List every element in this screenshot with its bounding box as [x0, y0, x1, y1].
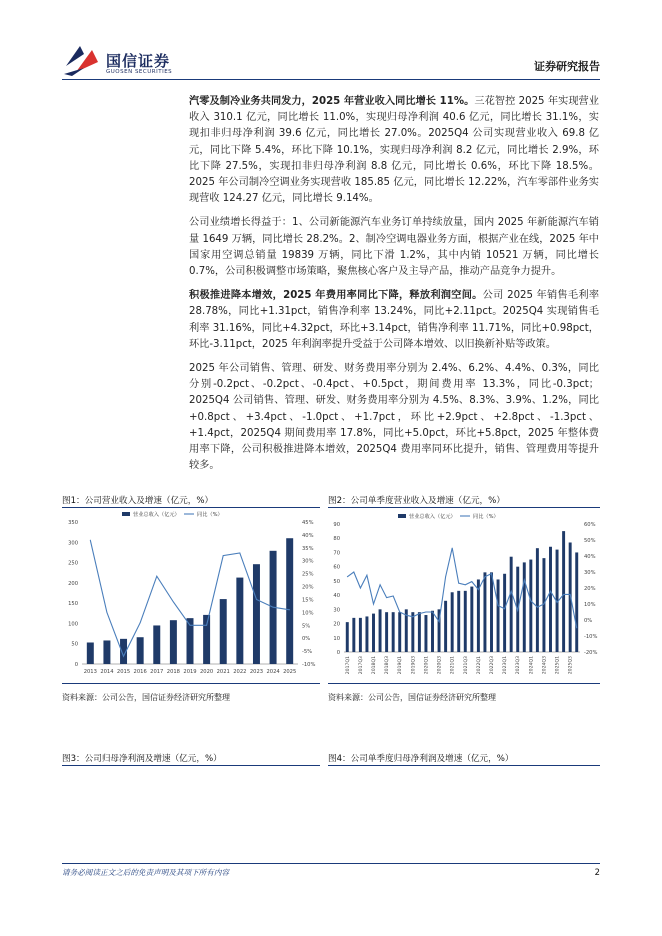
bar-revenue — [503, 574, 506, 652]
bar-revenue — [562, 531, 565, 652]
y-right-tick-label: -10% — [584, 634, 598, 640]
y-right-tick-label: 45% — [302, 520, 314, 526]
line-yoy-growth — [347, 548, 576, 628]
bar-revenue — [236, 578, 243, 664]
bar-revenue — [346, 622, 349, 652]
x-tick-label: 2018 — [166, 669, 180, 675]
paragraph-expense-ratio — [189, 361, 599, 474]
y-right-tick-label: -20% — [584, 650, 598, 656]
bar-revenue — [549, 547, 552, 652]
point-yoy-growth — [485, 576, 486, 577]
x-tick-label: 2017Q3 — [358, 656, 364, 675]
bar-revenue — [365, 616, 368, 652]
point-yoy-growth — [452, 548, 453, 549]
bar-revenue — [220, 599, 227, 664]
x-tick-label: 2020Q3 — [437, 656, 443, 675]
x-tick-label: 2021 — [216, 669, 230, 675]
bar-revenue — [451, 592, 454, 652]
y-left-tick-label: 10 — [333, 635, 340, 642]
point-yoy-growth — [123, 656, 124, 657]
point-yoy-growth — [256, 599, 257, 600]
point-yoy-growth — [471, 581, 472, 582]
y-left-tick-label: 350 — [68, 520, 78, 526]
y-right-tick-label: 60% — [584, 522, 596, 528]
point-yoy-growth — [432, 612, 433, 613]
y-right-tick-label: -10% — [302, 662, 316, 668]
point-yoy-growth — [524, 580, 525, 581]
point-yoy-growth — [239, 553, 240, 554]
y-left-tick-label: 20 — [333, 621, 340, 628]
point-yoy-growth — [419, 613, 420, 614]
report-body — [189, 94, 599, 482]
bar-revenue — [392, 612, 395, 652]
paragraph-heading: 积极推进降本增效，2025 年费用率同比下降，释放利润空间。 — [189, 290, 483, 302]
bar-revenue — [536, 548, 539, 652]
y-right-tick-label: 40% — [584, 554, 596, 560]
point-yoy-growth — [517, 610, 518, 611]
figure-2-source: 资料来源：公司公告，国信证券经济研究所整理 — [328, 693, 496, 702]
point-yoy-growth — [426, 612, 427, 613]
figure-4-rule — [328, 765, 600, 766]
y-right-tick-label: 15% — [302, 597, 314, 604]
point-yoy-growth — [393, 596, 394, 597]
y-right-tick-label: 40% — [302, 532, 314, 539]
point-yoy-growth — [465, 584, 466, 585]
y-right-tick-label: 5% — [302, 623, 311, 630]
bar-revenue — [497, 579, 500, 652]
y-left-tick-label: 300 — [68, 540, 78, 547]
x-tick-label: 2016 — [133, 669, 147, 675]
x-tick-label: 2020Q1 — [424, 656, 430, 675]
point-yoy-growth — [557, 602, 558, 603]
x-tick-label: 2015 — [116, 669, 131, 675]
y-right-tick-label: 10% — [584, 602, 596, 608]
bar-revenue — [490, 572, 493, 652]
figure-1-rule — [62, 507, 320, 508]
footer-divider — [62, 863, 600, 864]
point-yoy-growth — [347, 576, 348, 577]
paragraph-revenue — [189, 94, 599, 207]
x-tick-label: 2024Q3 — [542, 656, 548, 675]
x-tick-label: 2014 — [100, 669, 114, 675]
y-left-tick-label: 200 — [68, 580, 78, 587]
x-tick-label: 2021Q1 — [450, 656, 456, 675]
legend-line-label: 同比（%） — [197, 512, 223, 518]
bar-revenue — [464, 591, 467, 652]
point-yoy-growth — [206, 625, 207, 626]
x-tick-label: 2019 — [183, 669, 197, 675]
bar-revenue — [523, 562, 526, 652]
figure-1-rule-bottom — [62, 683, 320, 684]
x-tick-label: 2017Q1 — [345, 656, 351, 675]
point-yoy-growth — [439, 621, 440, 622]
x-tick-label: 2024Q1 — [529, 656, 535, 675]
bar-revenue — [253, 564, 260, 664]
x-tick-label: 2019Q1 — [398, 656, 404, 675]
x-tick-label: 2018Q3 — [385, 656, 391, 675]
logo-chinese-name: 国信证券 — [106, 52, 171, 70]
y-left-tick-label: 90 — [333, 522, 340, 528]
point-yoy-growth — [386, 597, 387, 598]
figure-3-rule — [62, 765, 320, 766]
point-yoy-growth — [504, 608, 505, 609]
paragraph-margin — [189, 288, 599, 353]
y-right-tick-label: 30% — [302, 558, 314, 565]
x-tick-label: 2023Q3 — [516, 656, 522, 675]
bar-revenue — [170, 620, 177, 664]
point-yoy-growth — [107, 612, 108, 613]
x-tick-label: 2017 — [150, 669, 164, 675]
x-tick-label: 2025Q1 — [555, 656, 561, 675]
point-yoy-growth — [406, 615, 407, 616]
y-right-tick-label: 30% — [584, 570, 596, 576]
guosen-logo-icon — [62, 42, 102, 78]
x-tick-label: 2025 — [283, 669, 297, 675]
point-yoy-growth — [289, 609, 290, 610]
point-yoy-growth — [156, 576, 157, 577]
figure-2-chart — [328, 510, 600, 680]
point-yoy-growth — [498, 605, 499, 606]
paragraph-heading: 汽零及制冷业务共同发力，2025 年营业收入同比增长 11%。 — [189, 96, 475, 107]
y-right-tick-label: 50% — [584, 538, 596, 544]
y-left-tick-label: 50 — [333, 578, 340, 585]
point-yoy-growth — [511, 591, 512, 592]
point-yoy-growth — [550, 591, 551, 592]
point-yoy-growth — [412, 616, 413, 617]
figure-4-caption: 图4：公司单季度归母净利润及增速（亿元，%） — [328, 754, 514, 764]
point-yoy-growth — [563, 594, 564, 595]
figure-1-chart — [62, 510, 320, 680]
y-right-tick-label: 10% — [302, 610, 314, 617]
figure-2-rule-bottom — [328, 683, 600, 684]
bar-revenue — [457, 591, 460, 652]
bar-revenue — [424, 615, 427, 652]
y-right-tick-label: 20% — [584, 586, 596, 592]
bar-revenue — [203, 615, 210, 664]
y-left-tick-label: 40 — [333, 593, 340, 600]
point-yoy-growth — [458, 583, 459, 584]
y-right-tick-label: -5% — [302, 649, 313, 656]
point-yoy-growth — [273, 607, 274, 608]
y-left-tick-label: 50 — [71, 641, 78, 648]
footer-disclaimer: 请务必阅读正文之后的免责声明及其项下所有内容 — [62, 868, 230, 877]
report-type-label: 证券研究报告 — [534, 60, 600, 73]
bar-revenue — [431, 611, 434, 652]
x-tick-label: 2021Q3 — [463, 656, 469, 675]
bar-revenue — [444, 601, 447, 652]
point-yoy-growth — [90, 540, 91, 541]
bar-revenue — [398, 612, 401, 652]
point-yoy-growth — [576, 628, 577, 629]
paragraph-growth-drivers — [189, 215, 599, 280]
header-divider — [62, 79, 600, 80]
x-tick-label: 2013 — [83, 669, 97, 675]
y-left-tick-label: 100 — [68, 621, 78, 628]
x-tick-label: 2022 — [233, 669, 247, 675]
figure-2-caption: 图2：公司单季度营业收入及增速（亿元，%） — [328, 496, 505, 506]
figure-1-source: 资料来源：公司公告，国信证券经济研究所整理 — [62, 693, 230, 702]
x-tick-label: 2019Q3 — [411, 656, 417, 675]
legend-bar-label: 营业总收入（亿元） — [133, 512, 180, 518]
point-yoy-growth — [380, 584, 381, 585]
point-yoy-growth — [190, 625, 191, 626]
point-yoy-growth — [399, 612, 400, 613]
figure-1-caption: 图1：公司营业收入及增速（亿元，%） — [62, 496, 214, 506]
y-right-tick-label: 0% — [302, 636, 311, 643]
bar-revenue — [137, 637, 144, 664]
y-right-tick-label: 25% — [302, 571, 314, 578]
x-tick-label: 2023Q1 — [503, 656, 509, 675]
y-left-tick-label: 0 — [336, 650, 340, 656]
page-number: 2 — [594, 867, 600, 877]
bar-revenue — [470, 587, 473, 652]
point-yoy-growth — [373, 604, 374, 605]
y-left-tick-label: 250 — [68, 560, 78, 567]
bar-revenue — [359, 618, 362, 652]
paragraph-text: 公司 2025 年销售毛利率 28.78%，同比+1.31pct，销售净利率 13.24%，同比+2.11pct。2025Q4 实现销售毛利率 31.16%，同比+4.32pct，环比+3.14pct，销售净利率 11.71%，同比+0.98pct，环比-3.11pct，2025 年利润率提升受益于公司降本增效、以旧换新补贴等政策。 — [189, 290, 600, 350]
point-yoy-growth — [491, 573, 492, 574]
bar-revenue — [372, 614, 375, 652]
figure-3-caption: 图3：公司归母净利润及增速（亿元，%） — [62, 754, 222, 764]
point-yoy-growth — [367, 575, 368, 576]
y-left-tick-label: 0 — [74, 662, 78, 668]
bar-revenue — [286, 538, 293, 664]
paragraph-text: 公司业绩增长得益于：1、公司新能源汽车业务订单持续放量，国内 2025 年新能源汽车销量 1649 万辆，同比增长 28.2%。2、制冷空调电器业务方面，根据产业在线，2025 年中国家用空调总销量 19839 万辆，同比下滑 1.2%，其中内销 10521 万辆，同比增长 0.7%，公司积极调整市场策略，聚焦核心客户及主导产品，推动产品竞争力提升。 — [189, 217, 599, 278]
x-tick-label: 2025Q3 — [568, 656, 574, 675]
x-tick-label: 2022Q1 — [476, 656, 482, 675]
legend-line-label: 同比（%） — [473, 514, 499, 520]
point-yoy-growth — [544, 604, 545, 605]
bar-revenue — [379, 609, 382, 652]
point-yoy-growth — [173, 602, 174, 603]
point-yoy-growth — [478, 589, 479, 590]
bar-revenue — [385, 612, 388, 652]
bar-revenue — [418, 612, 421, 652]
bar-revenue — [103, 640, 110, 664]
point-yoy-growth — [570, 594, 571, 595]
bar-revenue — [87, 642, 94, 664]
bar-revenue — [352, 618, 355, 652]
x-tick-label: 2018Q1 — [372, 656, 377, 675]
legend-bar-swatch — [398, 514, 406, 518]
bar-revenue — [529, 560, 532, 652]
legend-bar-label: 营业总收入（亿元） — [409, 514, 456, 520]
x-tick-label: 2024 — [266, 669, 280, 675]
paragraph-text: 2025 年公司销售、管理、研发、财务费用率分别为 2.4%、6.2%、4.4%、0.3%，同比分别-0.2pct、-0.2pct、-0.4pct、+0.5pct，期间费用率 13.3%，同比-0.3pct；2025Q4 公司销售、管理、研发、财务费用率分别为 4.5%、8.3%、3.9%、1.2%，同比+0.8pct、+3.4pct、-1.0pct、+1.7pct，环比+2.9pct、+2.8pct、-1.3pct、+1.4pct，2025Q4 期间费用率 17.8%，同比+5.0pct，环比+5.8pct，2025 年整体费用率下降，公司积极推进降本增效，2025Q4 费用率同环比提升，销售、管理费用等提升较多。 — [189, 363, 599, 472]
figure-2-rule — [328, 507, 600, 508]
legend-bar-swatch — [122, 512, 130, 516]
point-yoy-growth — [537, 607, 538, 608]
bar-revenue — [483, 572, 486, 652]
logo-english-name: GUOSEN SECURITIES — [106, 69, 173, 75]
paragraph-text: 三花智控 2025 年实现营业收入 310.1 亿元，同比增长 11.0%，实现归母净利润 40.6 亿元，同比增长 31.1%，实现扣非归母净利润 39.6 亿元，同比增长 27.0%。2025Q4 公司实现营业收入 69.8 亿元，同比下降 5.4%，环比下降 10.1%，实现归母净利润 8.2 亿元，同比增长 2.9%，环比下降 27.5%，实现扣非归母净利润 8.8 亿元，同比增长 0.6%，环比下降 18.5%。2025 年公司制冷空调业务实现营收 185.85 亿元，同比增长 12.22%，汽车零部件业务实现营收 124.27 亿元，同比增长 9.14%。 — [189, 96, 599, 205]
y-right-tick-label: 0% — [584, 618, 593, 624]
x-tick-label: 2020 — [200, 669, 214, 675]
point-yoy-growth — [530, 600, 531, 601]
y-left-tick-label: 60 — [333, 564, 340, 571]
bar-revenue — [411, 612, 414, 652]
point-yoy-growth — [140, 622, 141, 623]
y-right-tick-label: 20% — [302, 584, 314, 591]
x-tick-label: 2023 — [249, 669, 264, 675]
x-tick-label: 2022Q3 — [490, 656, 495, 675]
bar-revenue — [510, 557, 513, 652]
y-left-tick-label: 150 — [68, 601, 78, 608]
point-yoy-growth — [223, 555, 224, 556]
point-yoy-growth — [360, 588, 361, 589]
bar-revenue — [575, 552, 578, 652]
y-right-tick-label: 35% — [302, 545, 314, 552]
point-yoy-growth — [353, 572, 354, 573]
y-left-tick-label: 30 — [333, 607, 340, 614]
y-left-tick-label: 80 — [333, 536, 340, 543]
point-yoy-growth — [445, 576, 446, 577]
bar-revenue — [153, 625, 160, 664]
y-left-tick-label: 70 — [333, 550, 340, 557]
